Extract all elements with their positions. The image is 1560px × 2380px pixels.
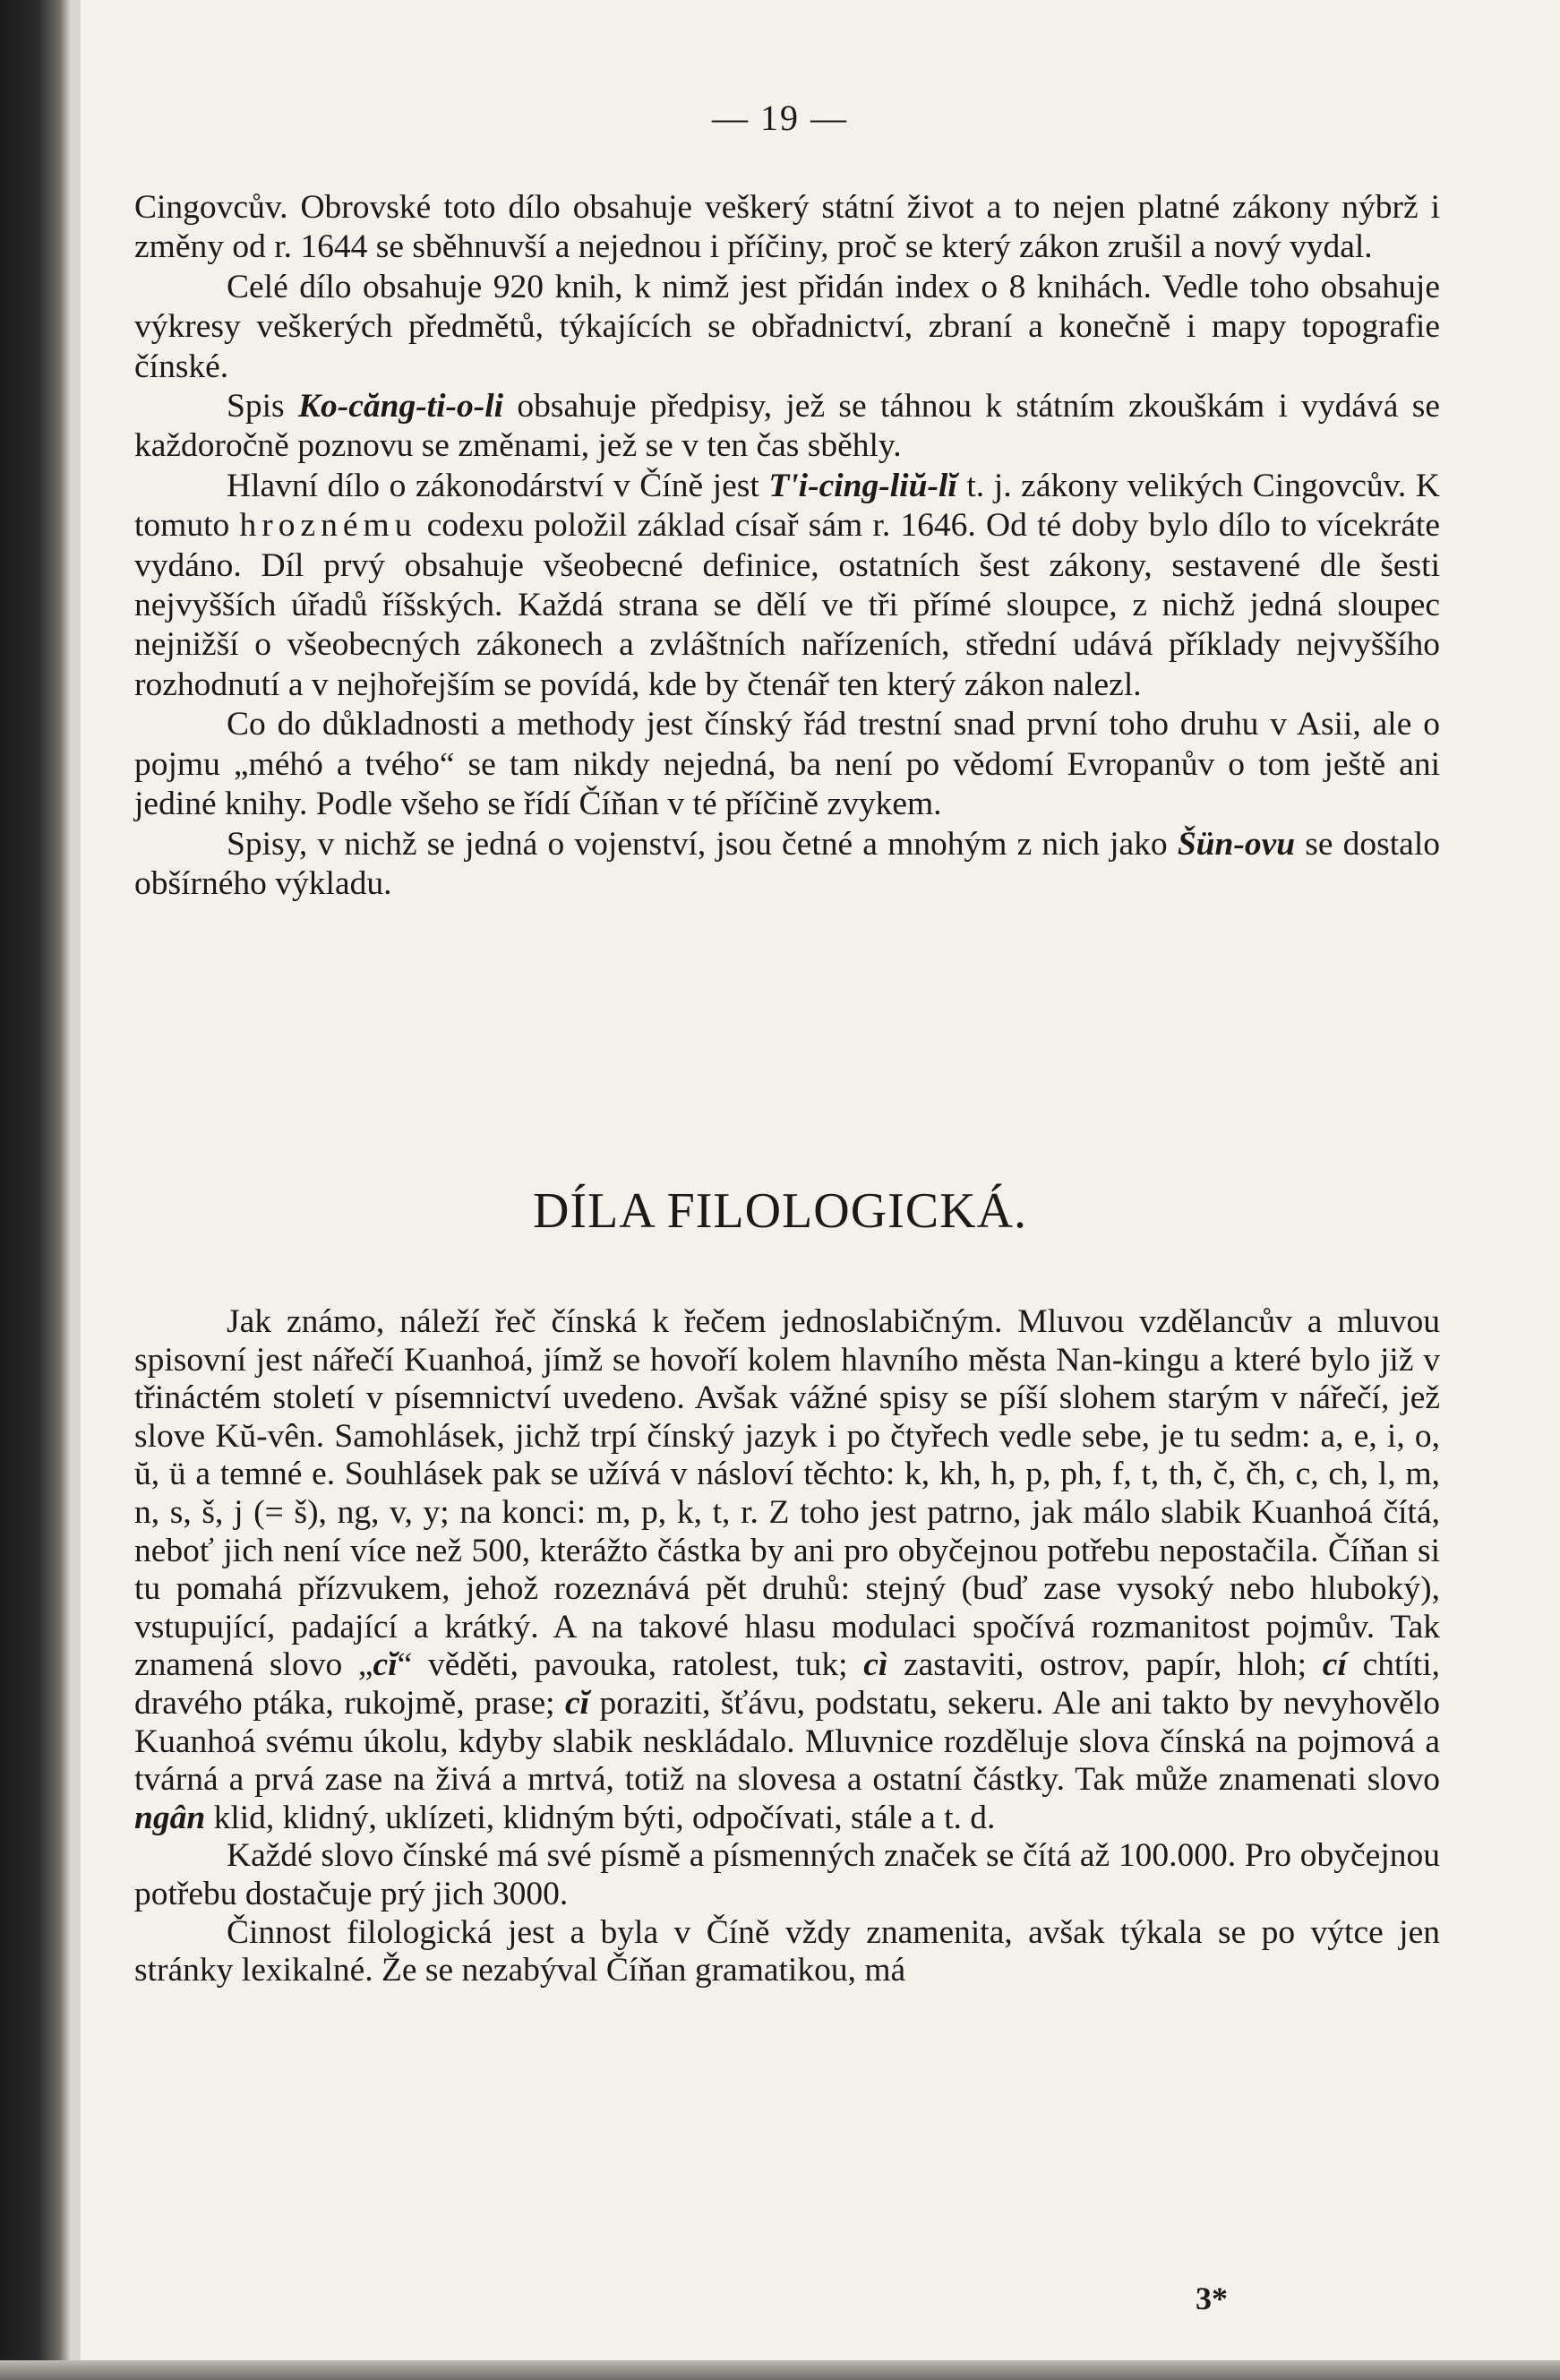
spaced-word: hroznému bbox=[239, 507, 417, 545]
paragraph-1: Cingovcův. Obrovské toto dílo obsahuje veškerý státní život a to nejen platné zákony nýbrž i změny od r. 1644 se sběhnuvší a nejednou i příčiny, proč se který zákon zrušil a nový vydal. bbox=[134, 189, 1440, 266]
paragraph-5: Co do důkladnosti a methody jest čínský řád trestní snad první toho druhu v Asii, ale o pojmu „méhó a tvého“ se tam nikdy nejedná, ba není po vědomí Evropanův o tom ještě ani jediné knihy. Podle všeho se řídí Číňan v té příčině zvykem. bbox=[134, 706, 1440, 823]
paragraph-2: Celé dílo obsahuje 920 knih, k nimž jest přidán index o 8 knihách. Vedle toho obsahuje výkresy veškerých předmětů, týkajících se obřadnictví, zbraní a konečně i mapy topografie čínské. bbox=[134, 268, 1440, 385]
paragraph-9: Činnost filologická jest a byla v Číně vždy znamenita, avšak týkala se po výtce jen stránky lexikalné. Že se nezabýval Číňan gramatikou, má bbox=[134, 1913, 1440, 1989]
page-number: — 19 — bbox=[712, 98, 848, 138]
paragraph-8: Každé slovo čínské má své písmě a písmenných značek se čítá až 100.000. Pro obyčejnou potřebu dostačuje prý jich 3000. bbox=[134, 1837, 1440, 1912]
paragraph-4: Hlavní dílo o zákonodárství v Číně jest T'i-cing-liŭ-lĭ t. j. zákony velikých Cingovcův. K tomuto hroznému codexu položil základ císař sám r. 1646. Od té doby bylo dílo to vícekráte vydáno. Díl prvý obsahuje všeobecné definice, ostatních šest zákony, sestavené dle šesti nejvyšších úřadů říšských. Každá strana se dělí ve tři přímé sloupce, z nichž jedná sloupec nejnižší o všeobecných zákonech a zvláštních nařízeních, střední udává příklady nejvyššího rozhodnutí a v nejhořejším se povídá, kde by čtenář ten který zákon nalezl. bbox=[134, 467, 1440, 703]
paragraph-6: Spisy, v nichž se jedná o vojenství, jsou četné a mnohým z nich jako Šün-ovu se dostalo obšírného výkladu. bbox=[134, 825, 1440, 902]
paragraph-7: Jak známo, náleží řeč čínská k řečem jednoslabičným. Mluvou vzdělancův a mluvou spisovní jest nářečí Kuanhoá, jímž se hovoří kolem hlavního města Nan-kingu a které bylo již v třináctém století v písemnictví uvedeno. Avšak vážné spisy se píší slohem starým v nářečí, jež slove Kŭ-vên. Samohlásek, jichž trpí čínský jazyk i po čtyřech vedle sebe, je tu sedm: a, e, i, o, ŭ, ü a temné e. Souhlásek pak se užívá v násloví těchto: k, kh, h, p, ph, f, t, th, č, čh, c, ch, l, m, n, s, š, j (= š), ng, v, y; na konci: m, p, k, t, r. Z toho jest patrno, jak málo slabik Kuanhoá čítá, neboť jich není více než 500, kterážto částka by ani pro obyčejnou potřebu nepostačila. Číňan si tu pomahá přízvukem, jehož rozeznává pět druhů: stejný (buď zase vysoký nebo hluboký), vstupující, padající a krátký. A na takové hlasu modulaci spočívá rozmanitost pojmův. Tak znamená slovo „cĭ“ věděti, pavouka, ratolest, tuk; cì zastaviti, ostrov, papír, hloh; cí chtíti, dravého ptáka, rukojmě, prase; cĭ poraziti, šťávu, podstatu, sekeru. Ale ani takto by nevyhovělo Kuanhoá svému úkolu, kdyby slabik neskládalo. Mluvnice rozděluje slova čínská na pojmová a tvárná a prvá zase na živá a mrtvá, totiž na slovesa a ostatní částky. Tak může znamenati slovo ngân klid, klidný, uklízeti, klidným býti, odpočívati, stále a t. d. bbox=[134, 1303, 1441, 1836]
title-ti-cing: T'i-cing-liŭ-lĭ bbox=[768, 467, 957, 504]
title-ko-cang: Ko-căng-ti-o-li bbox=[297, 388, 504, 425]
scan-edge-bottom bbox=[0, 2360, 1560, 2380]
body-text-section-1 bbox=[134, 188, 1440, 904]
paragraph-3: Spis Ko-căng-ti-o-li obsahuje předpisy, jež se táhnou k státním zkouškám i vydává se každoročně poznovu se změnami, jež se v ten čas sběhly. bbox=[134, 388, 1440, 465]
body-text-section-2 bbox=[134, 1303, 1440, 1990]
section-heading: DÍLA FILOLOGICKÁ. bbox=[532, 1183, 1028, 1239]
title-sun-ovu: Šün-ovu bbox=[1177, 825, 1296, 863]
signature-mark: 3* bbox=[1196, 2281, 1228, 2316]
